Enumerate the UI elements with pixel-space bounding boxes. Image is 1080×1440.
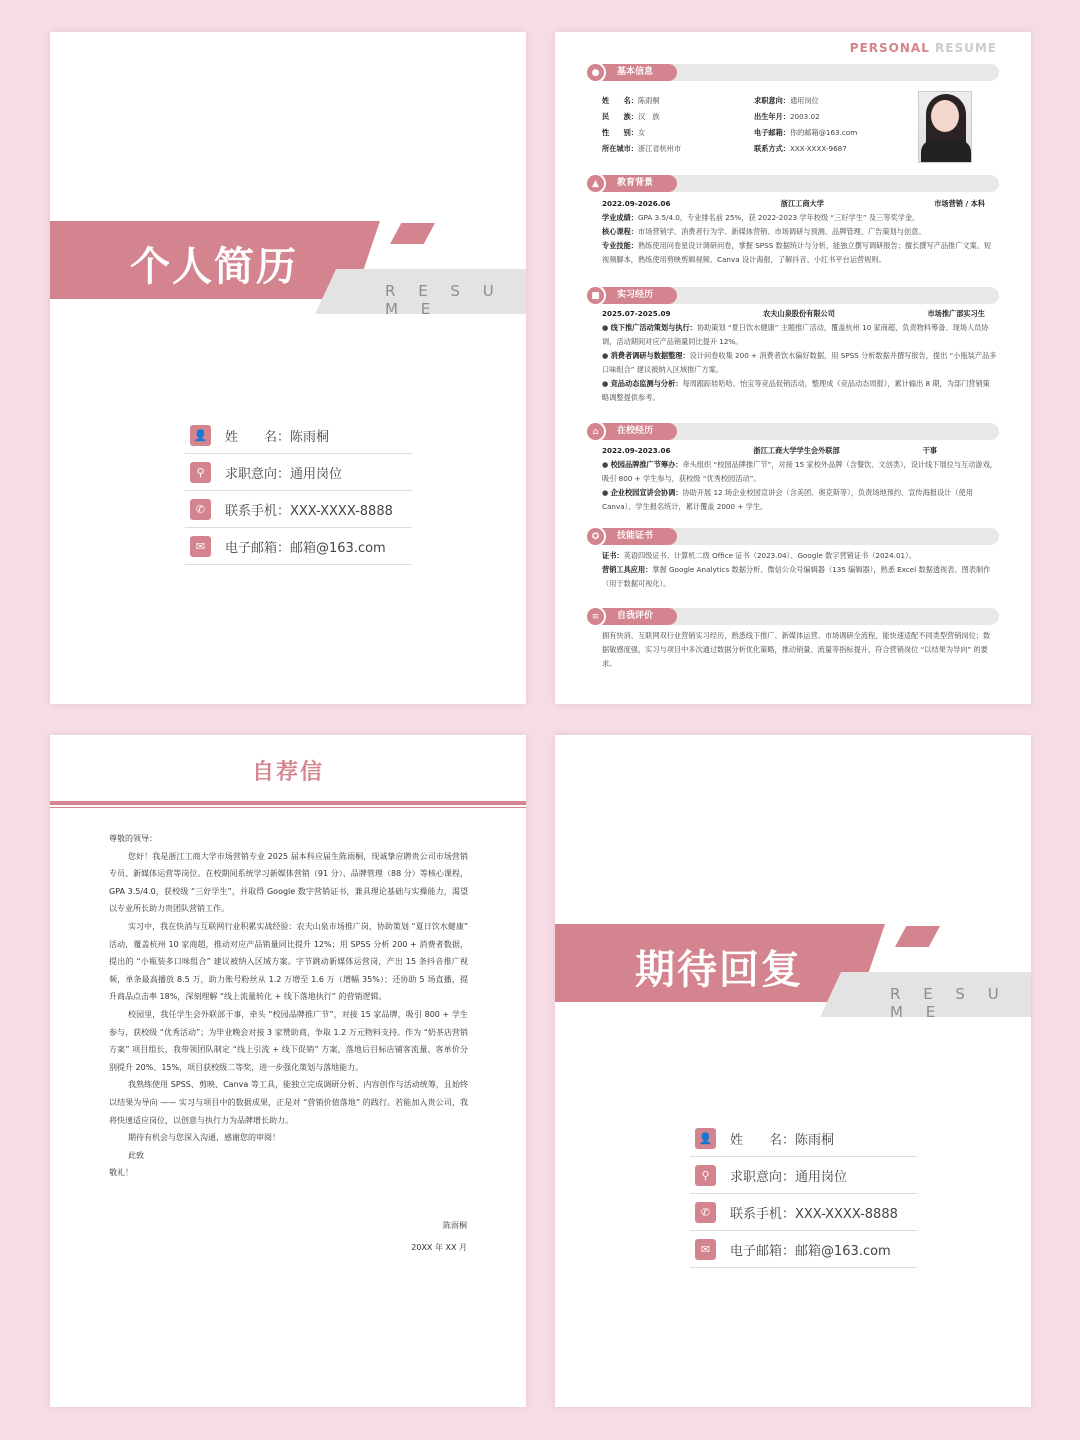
section-title: 在校经历 [587,423,677,440]
info-label: 姓 名：陈雨桐 [730,1132,835,1148]
info-email [690,1231,917,1268]
award-icon: ✪ [585,526,606,547]
section-title: 技能证书 [587,528,677,545]
back-title: 期待回复 [635,947,803,993]
info-phone [185,491,412,528]
letter-closing: 敬礼！ [109,1168,133,1178]
info-job [185,454,412,491]
section-internship [587,287,999,304]
section-self [587,608,999,625]
letter-paragraph: 校园里，我任学生会外联部干事，牵头 “校园品牌推广节”，对接 15 家品牌，吸引 800 + 学生参与，获校级 “优秀活动”；为毕业晚会对接 3 家赞助商，争取 1.2 万元物料支持。作为 “奶茶店营销方案” 项目组长，我带领团队制定 “线上引流 + 线下促销” 方案，落地后目标店铺客流量、客单价分别提升 20%、15%，项目获校级二等奖，进一步强化策划与落地能力。 [109,1009,468,1072]
section-education [587,175,999,192]
letter-body [109,830,468,1182]
signature-date: 20XX 年 XX 月 [411,1243,467,1252]
info-name [185,417,412,454]
info-name [690,1120,917,1157]
cover-title: 个人简历 [130,244,298,290]
accent-shape [895,926,940,947]
info-label: 电子邮箱：邮箱@163.com [225,540,386,556]
header-personal: PERSONAL [849,41,930,55]
divider [50,807,526,808]
letter-paragraph: 您好！我是浙江工商大学市场营销专业 2025 届本科应届生陈雨桐，现诚挚应聘贵公司市场营销专员、新媒体运营等岗位。在校期间系统学习新媒体营销（91 分）、品牌管理（88 分）等核心课程，GPA 3.5/4.0，获校级 “三好学生”，并取得 Google 数字营销证书，兼具理论基础与实操能力，渴望以专业所长助力贵团队营销工作。 [109,851,468,914]
briefcase-icon: ■ [585,285,606,306]
basic-info: 姓 名：陈雨桐 求职意向：通用岗位 民 族：汉 族 出生年月：2003.02 性 别：女 电子邮箱：你的邮箱@163.com 所在城市：浙江省杭州市 联系方式：XXX-XXXX-9687 [602,96,858,153]
signature-name: 陈雨桐 [443,1221,467,1230]
section-skills [587,528,999,545]
location-icon: ⚲ [695,1165,716,1186]
letter-title: 自荐信 [251,760,324,785]
cover-letter-page [50,735,526,1407]
header-resume: RESUME [935,41,997,55]
info-phone [690,1194,917,1231]
cover-resume-label: R E S U M E [385,282,503,318]
graduation-cap-icon: ▲ [585,173,606,194]
info-label: 求职意向：通用岗位 [730,1169,848,1185]
education-content: 2022.09-2026.06 浙江工商大学 市场营销 / 本科 学业成绩：GPA 3.5/4.0，专业排名前 25%，获 2022-2023 学年校级 “三好学生” 及三等奖学金。 核心课程：市场营销学、消费者行为学、新媒体营销、市场调研与预测、品牌管理、广告策划与创意。 专业技能：熟练使用问卷星设计调研问卷，掌握 SPSS 数据统计与分析，能独立撰写调研报告；擅长撰写产品推广文案、短视频脚本，熟练使用剪映剪辑视频、Canva 设计海报，了解抖音、小红书平台运营规则。 [602,199,992,264]
section-campus [587,423,999,440]
info-label: 联系手机：XXX-XXXX-8888 [225,503,393,519]
letter-paragraph: 期待有机会与您深入沟通，感谢您的审阅！ [128,1133,280,1143]
cover-page [50,32,526,704]
section-title: 教育背景 [587,175,677,192]
cover-info [185,417,412,565]
section-basic [587,64,999,81]
divider [50,801,526,805]
skills-content: 证书：英语四级证书、计算机二级 Office 证书（2023.04）、Google 数字营销证书（2024.01）。 营销工具应用：掌握 Google Analytics 数据分析、微信公众号编辑器（135 编辑器），熟悉 Excel 数据透视表、图表制作（用于数据可视化）。 [602,551,991,588]
phone-icon: ✆ [695,1202,716,1223]
info-label: 电子邮箱：邮箱@163.com [730,1243,891,1259]
mail-icon: ✉ [695,1239,716,1260]
phone-icon: ✆ [190,499,211,520]
info-job [690,1157,917,1194]
section-title: 基本信息 [587,64,677,81]
accent-shape [390,223,435,244]
resume-page [555,32,1031,704]
resume-header [850,41,997,55]
letter-signature [411,1215,467,1259]
info-label: 求职意向：通用岗位 [225,466,343,482]
campus-content: 2022.09-2023.06 浙江工商大学学生会外联部 干事 ● 校园品牌推广节筹办：牵头组织 “校园品牌推广节”，对接 15 家校外品牌（含餐饮、文创类），设计线下展位与互动游戏，吸引 800 + 学生参与，获校级 “优秀校园活动”。 ● 企业校园宣讲会协调：协助开展 12 场企业校园宣讲会（含美团、奥克斯等），负责场地预约、宣传海报设计（使用 Canva）、学生报名统计，累计覆盖 2000 + 学生。 [602,446,997,511]
letter-greeting: 尊敬的领导： [109,834,157,843]
mail-icon: ✉ [190,536,211,557]
internship-content: 2025.07-2025.09 农夫山泉股份有限公司 市场推广部实习生 ● 线下推广活动策划与执行：协助策划 “夏日饮水健康” 主题推广活动，覆盖杭州 10 家商超，负责物料筹备、现场人员协调，活动期间对应产品销量同比提升 12%。 ● 消费者调研与数据整理：设计问卷收集 200 + 消费者饮水偏好数据，用 SPSS 分析数据并撰写报告，提出 “小瓶装产品多口味组合” 建议被纳入区域推广方案。 ● 竞品动态监测与分析：每周跟踪娃哈哈、怡宝等竞品促销活动，整理成《竞品动态周报》，累计输出 8 期，为部门营销策略调整提供参考。 [602,309,997,402]
person-icon: ● [585,62,606,83]
location-icon: ⚲ [190,462,211,483]
building-icon: ⌂ [585,421,606,442]
profile-photo [918,91,972,163]
person-icon: 👤 [695,1128,716,1149]
back-info [690,1120,917,1268]
back-cover-page [555,735,1031,1407]
info-email [185,528,412,565]
letter-paragraph: 实习中，我在快消与互联网行业积累实战经验：农夫山泉市场推广岗，协助策划 “夏日饮水健康” 活动，覆盖杭州 10 家商超，推动对应产品销量同比提升 12%；用 SPSS 分析 200 + 消费者数据，提出的 “小瓶装多口味组合” 建议被纳入区域方案。字节跳动新媒体运营岗，产出 15 条抖音推广视频，单条最高播放 8.5 万，助力账号粉丝从 1.2 万增至 1.6 万（增幅 35%）；还协助 5 场直播，提升商品点击率 18%，深刻理解 “线上流量转化 + 线下落地执行” 的营销逻辑。 [109,921,468,1002]
section-title: 自我评价 [587,608,677,625]
letter-closing: 此致 [128,1150,144,1160]
letter-paragraph: 我熟练使用 SPSS、剪映、Canva 等工具，能独立完成调研分析、内容创作与活动统筹，且始终以结果为导向 —— 实习与项目中的数据成果，正是对 “营销价值落地” 的践行。若能加入贵公司，我将快速适应岗位，以创意与执行力为品牌增长助力。 [109,1080,468,1125]
document-icon: ≡ [585,606,606,627]
back-resume-label: R E S U M E [890,985,1008,1021]
info-label: 姓 名：陈雨桐 [225,429,330,445]
info-label: 联系手机：XXX-XXXX-8888 [730,1206,898,1222]
section-title: 实习经历 [587,287,677,304]
self-content: 拥有快消、互联网双行业营销实习经历，熟悉线下推广、新媒体运营、市场调研全流程，能快速适配不同类型营销岗位；数据敏感度强，实习与项目中多次通过数据分析优化策略，推动销量、流量等指标提升，符合营销岗位 “以结果为导向” 的要求。 [602,631,991,668]
person-icon: 👤 [190,425,211,446]
